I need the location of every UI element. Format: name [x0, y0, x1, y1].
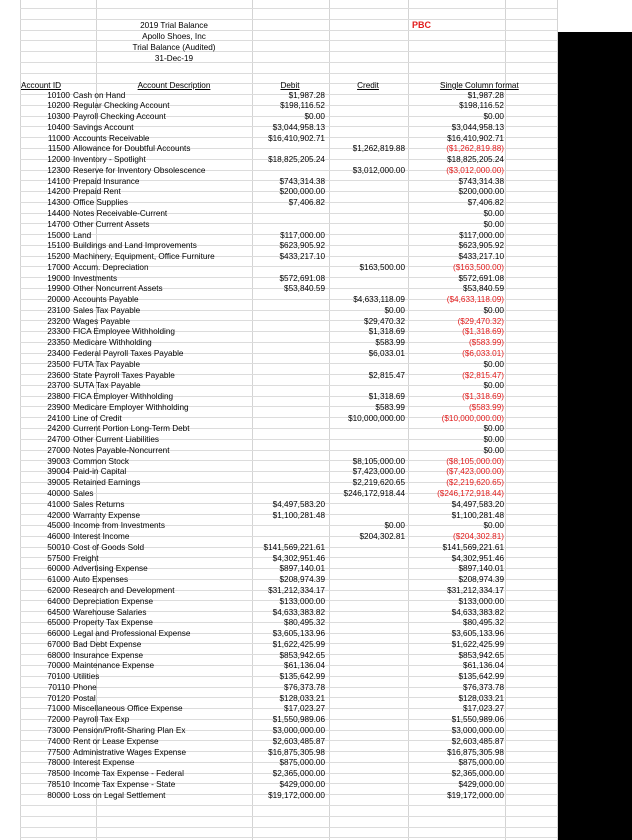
- account-id-cell: 23500: [47, 359, 70, 369]
- account-id-cell: 15100: [47, 241, 70, 251]
- debit-cell: $16,875,305.98: [268, 747, 325, 757]
- account-id-cell: 60000: [47, 564, 70, 574]
- account-id-cell: 23800: [47, 392, 70, 402]
- debit-cell: $1,100,281.48: [272, 510, 325, 520]
- account-description-cell: Reserve for Inventory Obsolescence: [73, 165, 206, 175]
- account-description-cell: Accum. Depreciation: [73, 262, 149, 272]
- single-column-cell: ($2,219,620.65): [446, 478, 504, 488]
- credit-cell: $6,033.01: [368, 349, 405, 358]
- pbc-label: PBC: [412, 20, 432, 30]
- debit-cell: $3,000,000.00: [272, 725, 325, 735]
- account-description-cell: Paid-in Capital: [73, 467, 127, 477]
- debit-cell: $80,495.32: [284, 618, 325, 628]
- single-column-cell: $0.00: [483, 424, 504, 434]
- single-column-cell: $19,172,000.00: [447, 790, 504, 800]
- single-column-cell: $0.00: [483, 305, 504, 315]
- account-description-cell: Other Current Liabilities: [73, 435, 160, 445]
- single-column-cell: $133,000.00: [458, 596, 504, 606]
- debit-cell: $743,314.38: [279, 176, 325, 186]
- debit-cell: $128,033.21: [279, 693, 325, 703]
- account-id-cell: 64000: [47, 596, 70, 606]
- single-column-cell: $623,905.92: [458, 241, 504, 251]
- account-id-cell: 23400: [47, 349, 70, 358]
- grid-row-line: [20, 805, 557, 806]
- account-id-cell: 40000: [47, 489, 70, 498]
- account-description-cell: Investments: [73, 273, 118, 283]
- debit-cell: $3,605,133.96: [272, 629, 325, 638]
- account-description-cell: Notes Payable-Noncurrent: [73, 445, 170, 455]
- credit-cell: $0.00: [384, 305, 405, 315]
- debit-cell: $7,406.82: [288, 198, 325, 208]
- account-id-cell: 42000: [47, 510, 70, 520]
- sheet-title: 2019 Trial Balance: [140, 21, 208, 30]
- account-description-cell: Retained Earnings: [73, 478, 141, 488]
- account-id-cell: 27000: [47, 445, 70, 455]
- single-column-cell: ($10,000,000.00): [441, 413, 504, 423]
- account-id-cell: 66000: [47, 629, 70, 638]
- debit-cell: $208,974.39: [279, 575, 325, 585]
- single-column-cell: $0.00: [483, 219, 504, 229]
- single-column-cell: $1,550,989.06: [451, 715, 504, 725]
- single-column-cell: $18,825,205.24: [447, 155, 504, 165]
- debit-cell: $17,023.27: [284, 704, 325, 714]
- col-header-description: Account Description: [137, 81, 211, 90]
- account-id-cell: 23900: [47, 402, 70, 412]
- account-id-cell: 17000: [47, 262, 70, 272]
- single-column-cell: $0.00: [483, 435, 504, 445]
- account-description-cell: Payroll Tax Exp: [73, 715, 130, 725]
- grid-row-line: [20, 837, 557, 838]
- account-description-cell: Medicare Employer Withholding: [73, 402, 189, 412]
- account-description-cell: Other Current Assets: [73, 219, 150, 229]
- report-date: 31-Dec-19: [154, 54, 194, 63]
- account-id-cell: 70110: [47, 682, 70, 692]
- col-header-single-column: Single Column format: [440, 81, 519, 90]
- single-column-cell: ($29,470.32): [457, 316, 504, 326]
- single-column-cell: $3,044,958.13: [451, 122, 504, 132]
- col-header-account-id: Account ID: [21, 81, 62, 90]
- single-column-cell: ($3,012,000.00): [446, 165, 504, 175]
- single-column-cell: ($1,318.69): [462, 392, 504, 402]
- credit-cell: $163,500.00: [359, 262, 405, 272]
- grid-row-line: [20, 827, 557, 828]
- account-description-cell: FICA Employer Withholding: [73, 392, 174, 402]
- account-id-cell: 74000: [47, 736, 70, 746]
- account-id-cell: 14400: [47, 209, 70, 218]
- debit-cell: $19,172,000.00: [268, 790, 325, 800]
- single-column-cell: ($163,500.00): [453, 262, 504, 272]
- account-id-cell: 67000: [47, 639, 70, 649]
- debit-cell: $133,000.00: [279, 596, 325, 606]
- single-column-cell: $853,942.65: [458, 650, 504, 660]
- debit-cell: $4,633,383.82: [272, 607, 325, 617]
- account-id-cell: 70120: [47, 693, 70, 703]
- single-column-cell: $53,840.59: [463, 284, 504, 294]
- debit-cell: $2,603,485.87: [272, 736, 325, 746]
- account-description-cell: Income from Investments: [73, 521, 165, 531]
- single-column-cell: $429,000.00: [458, 779, 504, 789]
- single-column-cell: $1,987.28: [467, 90, 504, 100]
- account-id-cell: 14100: [47, 176, 70, 186]
- single-column-cell: $0.00: [483, 521, 504, 531]
- account-id-cell: 15200: [47, 252, 70, 261]
- account-description-cell: Buildings and Land Improvements: [73, 241, 197, 251]
- debit-cell: $200,000.00: [279, 187, 325, 197]
- account-id-cell: 19000: [47, 273, 70, 283]
- debit-cell: $53,840.59: [284, 284, 325, 294]
- single-column-cell: $76,373.78: [463, 682, 504, 692]
- account-description-cell: Interest Expense: [73, 758, 135, 768]
- single-column-cell: $433,217.10: [458, 252, 504, 261]
- debit-cell: $198,116.52: [280, 101, 325, 111]
- account-description-cell: FUTA Tax Payable: [73, 359, 141, 369]
- account-id-cell: 24200: [47, 424, 70, 434]
- single-column-cell: $200,000.00: [458, 187, 504, 197]
- account-description-cell: Regular Checking Account: [73, 101, 170, 111]
- account-id-cell: 23300: [47, 327, 70, 337]
- account-id-cell: 19900: [47, 284, 70, 294]
- credit-cell: $2,219,620.65: [352, 478, 405, 488]
- account-description-cell: Line of Credit: [73, 413, 122, 423]
- account-id-cell: 80000: [47, 790, 70, 800]
- grid-row-line: [20, 8, 557, 9]
- single-column-cell: $61,136.04: [463, 661, 504, 671]
- account-description-cell: Wages Payable: [73, 316, 131, 326]
- debit-cell: $0.00: [304, 112, 325, 121]
- debit-cell: $853,942.65: [279, 650, 325, 660]
- account-description-cell: Income Tax Expense - State: [73, 779, 176, 789]
- single-column-cell: $1,622,425.99: [451, 639, 504, 649]
- account-description-cell: Auto Expenses: [73, 575, 129, 585]
- single-column-cell: $7,406.82: [467, 198, 504, 208]
- single-column-cell: $1,100,281.48: [451, 510, 504, 520]
- single-column-cell: ($204,302.81): [453, 532, 504, 542]
- account-description-cell: Bad Debt Expense: [73, 639, 142, 649]
- account-description-cell: Office Supplies: [73, 198, 128, 208]
- debit-cell: $429,000.00: [279, 779, 325, 789]
- account-id-cell: 12300: [47, 165, 70, 175]
- single-column-cell: $572,691.08: [458, 273, 504, 283]
- account-id-cell: 14200: [47, 187, 70, 197]
- account-description-cell: Legal and Professional Expense: [73, 629, 191, 638]
- single-column-cell: ($2,815.47): [462, 370, 504, 380]
- account-id-cell: 45000: [47, 521, 70, 531]
- single-column-cell: $3,000,000.00: [451, 725, 504, 735]
- col-header-credit: Credit: [357, 81, 379, 90]
- debit-cell: $135,642.99: [279, 672, 325, 682]
- single-column-cell: ($1,262,819.88): [446, 144, 504, 154]
- account-id-cell: 12000: [47, 155, 70, 165]
- debit-cell: $61,136.04: [284, 661, 325, 671]
- account-id-cell: 41000: [47, 499, 70, 509]
- single-column-cell: ($1,318.69): [462, 327, 504, 337]
- account-description-cell: Income Tax Expense - Federal: [73, 769, 184, 778]
- grid-row-line: [20, 816, 557, 817]
- account-description-cell: Land: [73, 230, 92, 240]
- report-subtitle: Trial Balance (Audited): [132, 43, 216, 52]
- account-id-cell: 39004: [47, 467, 70, 477]
- account-id-cell: 46000: [47, 532, 70, 542]
- debit-cell: $1,550,989.06: [272, 715, 325, 725]
- credit-cell: $583.99: [375, 402, 405, 412]
- single-column-cell: $0.00: [483, 445, 504, 455]
- account-description-cell: Utilities: [73, 672, 100, 682]
- account-description-cell: Rent or Lease Expense: [73, 736, 159, 746]
- single-column-cell: $117,000.00: [459, 230, 504, 240]
- account-description-cell: Machinery, Equipment, Office Furniture: [73, 252, 215, 261]
- account-description-cell: Inventory - Spotlight: [73, 155, 146, 165]
- account-description-cell: Common Stock: [73, 456, 129, 466]
- debit-cell: $875,000.00: [279, 758, 325, 768]
- single-column-cell: $4,497,583.20: [451, 499, 504, 509]
- account-id-cell: 14300: [47, 198, 70, 208]
- account-id-cell: 23600: [47, 370, 70, 380]
- credit-cell: $1,318.69: [368, 392, 405, 402]
- account-description-cell: Pension/Profit-Sharing Plan Ex: [73, 725, 186, 735]
- single-column-cell: $80,495.32: [463, 618, 504, 628]
- account-id-cell: 65000: [47, 618, 70, 628]
- account-id-cell: 10300: [47, 112, 70, 121]
- credit-cell: $3,012,000.00: [352, 165, 405, 175]
- account-description-cell: Property Tax Expense: [73, 618, 153, 628]
- account-description-cell: Administrative Wages Expense: [73, 747, 187, 757]
- account-description-cell: Warranty Expense: [73, 510, 141, 520]
- single-column-cell: $0.00: [483, 209, 504, 218]
- account-id-cell: 23200: [47, 316, 70, 326]
- credit-cell: $1,318.69: [368, 327, 405, 337]
- account-description-cell: SUTA Tax Payable: [73, 381, 141, 391]
- debit-cell: $572,691.08: [279, 273, 325, 283]
- single-column-cell: $141,569,221.61: [442, 542, 504, 552]
- debit-cell: $16,410,902.71: [268, 133, 325, 143]
- account-description-cell: Interest Income: [73, 532, 130, 542]
- account-description-cell: Medicare Withholding: [73, 338, 152, 348]
- debit-cell: $433,217.10: [279, 252, 325, 261]
- account-description-cell: Federal Payroll Taxes Payable: [73, 349, 184, 358]
- account-id-cell: 71000: [47, 704, 70, 714]
- single-column-cell: $3,605,133.96: [451, 629, 504, 638]
- account-description-cell: Payroll Checking Account: [73, 112, 166, 121]
- grid-column-line: [557, 0, 558, 840]
- account-description-cell: Sales Tax Payable: [73, 305, 141, 315]
- account-id-cell: 10100: [47, 90, 70, 100]
- account-id-cell: 11500: [47, 144, 70, 154]
- account-id-cell: 24100: [47, 413, 70, 423]
- account-id-cell: 70100: [47, 672, 70, 682]
- account-id-cell: 70000: [47, 661, 70, 671]
- grid-row-line: [20, 73, 557, 74]
- debit-cell: $3,044,958.13: [272, 122, 325, 132]
- credit-cell: $1,262,819.88: [352, 144, 405, 154]
- credit-cell: $7,423,000.00: [352, 467, 405, 477]
- credit-cell: $8,105,000.00: [352, 456, 405, 466]
- account-description-cell: Loss on Legal Settlement: [73, 790, 166, 800]
- col-header-debit: Debit: [280, 81, 300, 90]
- account-id-cell: 50010: [47, 542, 70, 552]
- debit-cell: $141,569,221.61: [263, 542, 325, 552]
- single-column-cell: $0.00: [483, 359, 504, 369]
- account-id-cell: 61000: [47, 575, 70, 585]
- single-column-cell: ($583.99): [468, 402, 504, 412]
- account-description-cell: Accounts Receivable: [73, 133, 150, 143]
- single-column-cell: $16,875,305.98: [447, 747, 504, 757]
- account-id-cell: 23700: [47, 381, 70, 391]
- debit-cell: $117,000.00: [280, 230, 325, 240]
- account-id-cell: 10200: [47, 101, 70, 111]
- credit-cell: $0.00: [384, 521, 405, 531]
- single-column-cell: $128,033.21: [458, 693, 504, 703]
- single-column-cell: ($8,105,000.00): [446, 456, 504, 466]
- account-description-cell: Prepaid Rent: [73, 187, 121, 197]
- debit-cell: $76,373.78: [284, 682, 325, 692]
- account-description-cell: Advertising Expense: [73, 564, 148, 574]
- account-id-cell: 68000: [47, 650, 70, 660]
- single-column-cell: $875,000.00: [458, 758, 504, 768]
- debit-cell: $18,825,205.24: [268, 155, 325, 165]
- single-column-cell: $2,365,000.00: [451, 769, 504, 778]
- single-column-cell: $0.00: [483, 381, 504, 391]
- credit-cell: $2,815.47: [368, 370, 405, 380]
- single-column-cell: ($583.99): [468, 338, 504, 348]
- debit-cell: $1,987.28: [288, 90, 325, 100]
- scroll-region-dark: [557, 32, 632, 840]
- company-name: Apollo Shoes, Inc: [142, 32, 206, 41]
- single-column-cell: $2,603,485.87: [451, 736, 504, 746]
- account-id-cell: 23100: [47, 305, 70, 315]
- account-id-cell: 64500: [47, 607, 70, 617]
- grid-row-line: [20, 19, 557, 20]
- single-column-cell: $4,302,951.46: [451, 553, 504, 563]
- debit-cell: $1,622,425.99: [272, 639, 325, 649]
- account-description-cell: Savings Account: [73, 122, 134, 132]
- debit-cell: $31,212,334.17: [268, 585, 325, 595]
- account-id-cell: 72000: [47, 715, 70, 725]
- credit-cell: $29,470.32: [364, 316, 405, 326]
- account-description-cell: Notes Receivable-Current: [73, 209, 168, 218]
- account-id-cell: 77500: [47, 747, 70, 757]
- account-id-cell: 62000: [47, 585, 70, 595]
- account-description-cell: Sales Returns: [73, 499, 125, 509]
- account-description-cell: Research and Development: [73, 585, 175, 595]
- account-description-cell: Allowance for Doubtful Accounts: [73, 144, 191, 154]
- debit-cell: $897,140.01: [279, 564, 325, 574]
- account-id-cell: 78500: [47, 769, 70, 778]
- account-description-cell: Cash on Hand: [73, 90, 126, 100]
- account-id-cell: 11000: [47, 133, 70, 143]
- single-column-cell: $208,974.39: [458, 575, 504, 585]
- credit-cell: $246,172,918.44: [343, 489, 405, 498]
- debit-cell: $4,497,583.20: [272, 499, 325, 509]
- credit-cell: $4,633,118.09: [353, 295, 405, 305]
- account-id-cell: 57500: [47, 553, 70, 563]
- account-description-cell: Maintenance Expense: [73, 661, 155, 671]
- account-id-cell: 24700: [47, 435, 70, 445]
- account-description-cell: Accounts Payable: [73, 295, 139, 305]
- account-description-cell: State Payroll Taxes Payable: [73, 370, 175, 380]
- account-id-cell: 73000: [47, 725, 70, 735]
- single-column-cell: ($246,172,918.44): [437, 489, 504, 498]
- account-description-cell: Sales: [73, 489, 94, 498]
- account-description-cell: Cost of Goods Sold: [73, 542, 144, 552]
- single-column-cell: ($7,423,000.00): [446, 467, 504, 477]
- credit-cell: $204,302.81: [359, 532, 405, 542]
- account-description-cell: Postal: [73, 693, 96, 703]
- account-description-cell: FICA Employee Withholding: [73, 327, 175, 337]
- debit-cell: $623,905.92: [279, 241, 325, 251]
- debit-cell: $2,365,000.00: [272, 769, 325, 778]
- account-id-cell: 14700: [47, 219, 70, 229]
- credit-cell: $583.99: [375, 338, 405, 348]
- account-id-cell: 15000: [47, 230, 70, 240]
- account-description-cell: Warehouse Salaries: [73, 607, 147, 617]
- single-column-cell: $16,410,902.71: [447, 133, 504, 143]
- single-column-cell: ($6,033.01): [462, 349, 504, 358]
- account-id-cell: 23350: [47, 338, 70, 348]
- single-column-cell: $743,314.38: [458, 176, 504, 186]
- account-id-cell: 78510: [47, 779, 70, 789]
- single-column-cell: $135,642.99: [458, 672, 504, 682]
- account-description-cell: Phone: [73, 682, 97, 692]
- single-column-cell: $17,023.27: [463, 704, 504, 714]
- single-column-cell: $31,212,334.17: [447, 585, 504, 595]
- account-id-cell: 10400: [47, 122, 70, 132]
- debit-cell: $4,302,951.46: [272, 553, 325, 563]
- single-column-cell: $0.00: [483, 112, 504, 121]
- credit-cell: $10,000,000.00: [348, 413, 405, 423]
- account-description-cell: Current Portion Long-Term Debt: [73, 424, 190, 434]
- account-description-cell: Other Noncurrent Assets: [73, 284, 163, 294]
- account-id-cell: 39003: [47, 456, 70, 466]
- single-column-cell: $4,633,383.82: [451, 607, 504, 617]
- account-id-cell: 78000: [47, 758, 70, 768]
- single-column-cell: $897,140.01: [458, 564, 504, 574]
- account-id-cell: 39005: [47, 478, 70, 488]
- account-description-cell: Freight: [73, 553, 99, 563]
- single-column-cell: ($4,633,118.09): [446, 295, 504, 305]
- account-description-cell: Prepaid Insurance: [73, 176, 140, 186]
- account-description-cell: Insurance Expense: [73, 650, 144, 660]
- single-column-cell: $198,116.52: [459, 101, 504, 111]
- account-description-cell: Depreciation Expense: [73, 596, 154, 606]
- account-description-cell: Miscellaneous Office Expense: [73, 704, 183, 714]
- account-id-cell: 20000: [47, 295, 70, 305]
